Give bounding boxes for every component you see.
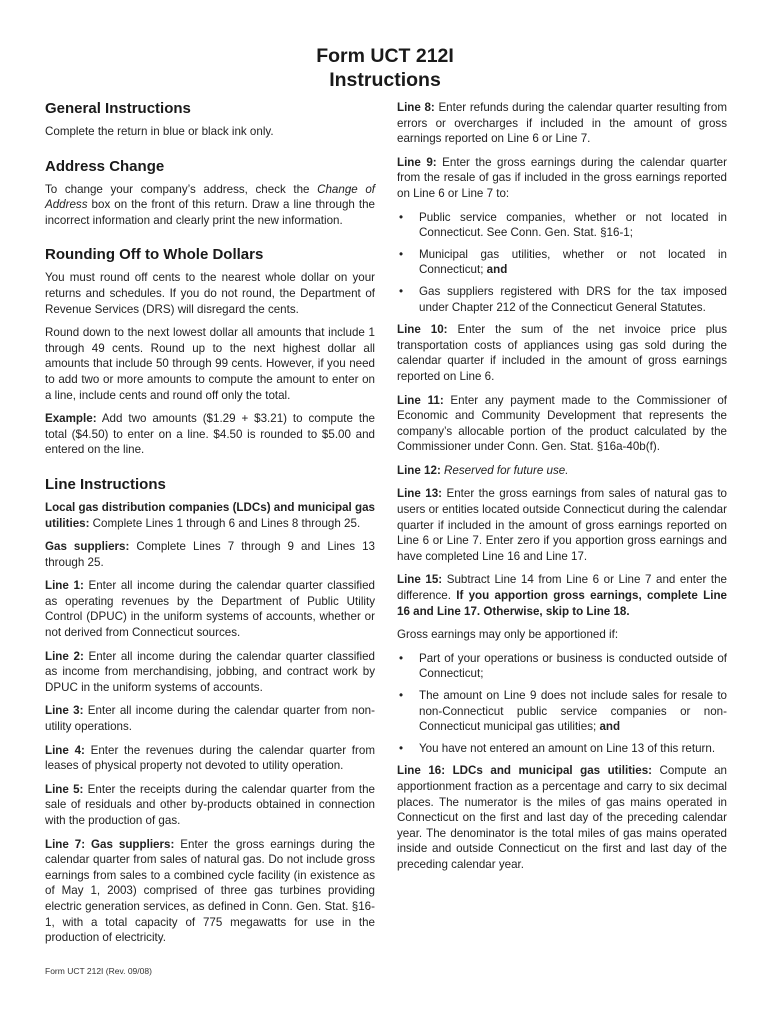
gas-suppliers-instruction: Gas suppliers: Complete Lines 7 through 9 and Lines 13 through 25. xyxy=(45,540,375,569)
footer-form-number: Form UCT 212I (Rev. 09/08) xyxy=(45,966,152,976)
list-item: • Municipal gas utilities, whether or not located in Connecticut; and xyxy=(397,247,727,278)
list-item: • Public service companies, whether or not located in Connecticut. See Conn. Gen. Stat. §16-1; xyxy=(397,210,727,241)
ldc-instruction: Local gas distribution companies (LDCs) and municipal gas utilities: Complete Lines 1 through 6 and Lines 8 through 25. xyxy=(45,500,375,530)
list-item: • You have not entered an amount on Line 13 of this return. xyxy=(397,741,727,757)
line-13-instruction: Line 13: Enter the gross earnings from sales of natural gas to users or entities located outside Connecticut during the calendar quarter if included in the amount of gross earnings reported on Line 6 or Line 7. Enter zero if you apportion gross earnings and have completed Line 16 and Line 17. xyxy=(397,487,727,563)
apportion-intro: Gross earnings may only be apportioned if: xyxy=(397,628,619,642)
line-1-instruction: Line 1: Enter all income during the calendar quarter classified as operating revenues by the Department of Public Utility Control (DPUC) in the uniform systems of accounts, whether or not derived from Connecticut sources. xyxy=(45,579,375,640)
line-11-instruction: Line 11: Enter any payment made to the Commissioner of Economic and Community Development that represents the company’s allocable portion of the product calculated by the Commissioner under Conn. Gen. Stat. §16a-40b(f). xyxy=(397,393,727,454)
line-10-instruction: Line 10: Enter the sum of the net invoice price plus transportation costs of appliances using gas sold during the calendar quarter if included in the amount of gross earnings reported on Line 6. xyxy=(397,323,727,383)
line-12-instruction: Line 12: Reserved for future use. xyxy=(397,463,569,477)
line-2-instruction: Line 2: Enter all income during the calendar quarter classified as income from merchandising, jobbing, and contract work by DPUC in the uniform systems of accounts. xyxy=(45,649,375,694)
list-item: • Gas suppliers registered with DRS for the tax imposed under Chapter 212 of the Connecticut General Statutes. xyxy=(397,284,727,315)
line-4-instruction: Line 4: Enter the revenues during the calendar quarter from leases of physical property not devoted to utility operation. xyxy=(45,743,375,773)
rounding-p1: You must round off cents to the nearest whole dollar on your returns and schedules. If you do not round, the Department of Revenue Services (DRS) will disregard the cents. xyxy=(45,271,375,316)
line-16-instruction: Line 16: LDCs and municipal gas utilities: Compute an apportionment fraction as a percentage and carry to six decimal places. The numerator is the miles of gas mains operated in Connecticut on the first and last day of the preceding calendar year. The denominator is the total miles of gas mains operated inside and outside Connecticut on the first and last day of the preceding calendar year. xyxy=(397,764,727,871)
address-change-text: To change your company’s address, check the Change of Address box on the front of this return. Draw a line through the incorrect information and clearly print the new information. xyxy=(45,182,375,227)
line-9-instruction: Line 9: Enter the gross earnings during the calendar quarter from the resale of gas if included in the gross earnings reported on Line 6 or Line 7 to: xyxy=(397,155,727,200)
list-item: • Part of your operations or business is conducted outside of Connecticut; xyxy=(397,651,727,682)
line-8-instruction: Line 8: Enter refunds during the calendar quarter resulting from errors or overcharges if included in the amount of gross earnings reported on Line 6 or Line 7. xyxy=(397,101,727,146)
line-instructions-heading: Line Instructions xyxy=(45,475,166,493)
line-5-instruction: Line 5: Enter the receipts during the calendar quarter from the sale of residuals and other by-products obtained in connection with the production of gas. xyxy=(45,782,375,827)
left-column xyxy=(45,100,375,954)
line-7-instruction: Line 7: Gas suppliers: Enter the gross earnings during the calendar quarter from sales of natural gas. Do not include gross earnings from sales to a combined cycle facility (in existence as of May 1, 2003) comprised of three gas turbines providing electric generation services, as defined in Conn. Gen. Stat. §16-1, with a total capacity of 775 megawatts for use in the production of electricity. xyxy=(45,837,375,945)
general-instructions-heading: General Instructions xyxy=(45,100,191,117)
rounding-heading: Rounding Off to Whole Dollars xyxy=(45,246,264,264)
apportion-list xyxy=(397,651,727,757)
line-9-list xyxy=(397,210,727,316)
form-title: Form UCT 212I xyxy=(316,45,454,67)
line-15-instruction: Line 15: Subtract Line 14 from Line 6 or Line 7 and enter the difference. If you apportion gross earnings, complete Line 16 and Line 17. Otherwise, skip to Line 18. xyxy=(397,573,728,618)
line-3-instruction: Line 3: Enter all income during the calendar quarter from non-utility operations. xyxy=(45,704,375,734)
rounding-example: Example: Add two amounts ($1.29 + $3.21) to compute the total ($4.50) to enter on a line. $4.50 is rounded to $5.00 and entered on the line. xyxy=(45,412,375,457)
instructions-title: Instructions xyxy=(329,69,441,91)
rounding-p2: Round down to the next lowest dollar all amounts that include 1 through 49 cents. Round up to the next highest dollar all amounts that include 50 through 99 cents. However, if you need to add two or more amounts to compute the amount to enter on a line, include cents and round off only the total. xyxy=(45,326,375,402)
right-column xyxy=(397,100,727,881)
list-item: • The amount on Line 9 does not include sales for resale to non-Connecticut public service companies or non-Connecticut municipal gas utilities; and xyxy=(397,688,727,735)
address-change-heading: Address Change xyxy=(45,157,165,175)
general-instructions-text: Complete the return in blue or black ink only. xyxy=(45,125,274,138)
page-title xyxy=(0,44,770,92)
